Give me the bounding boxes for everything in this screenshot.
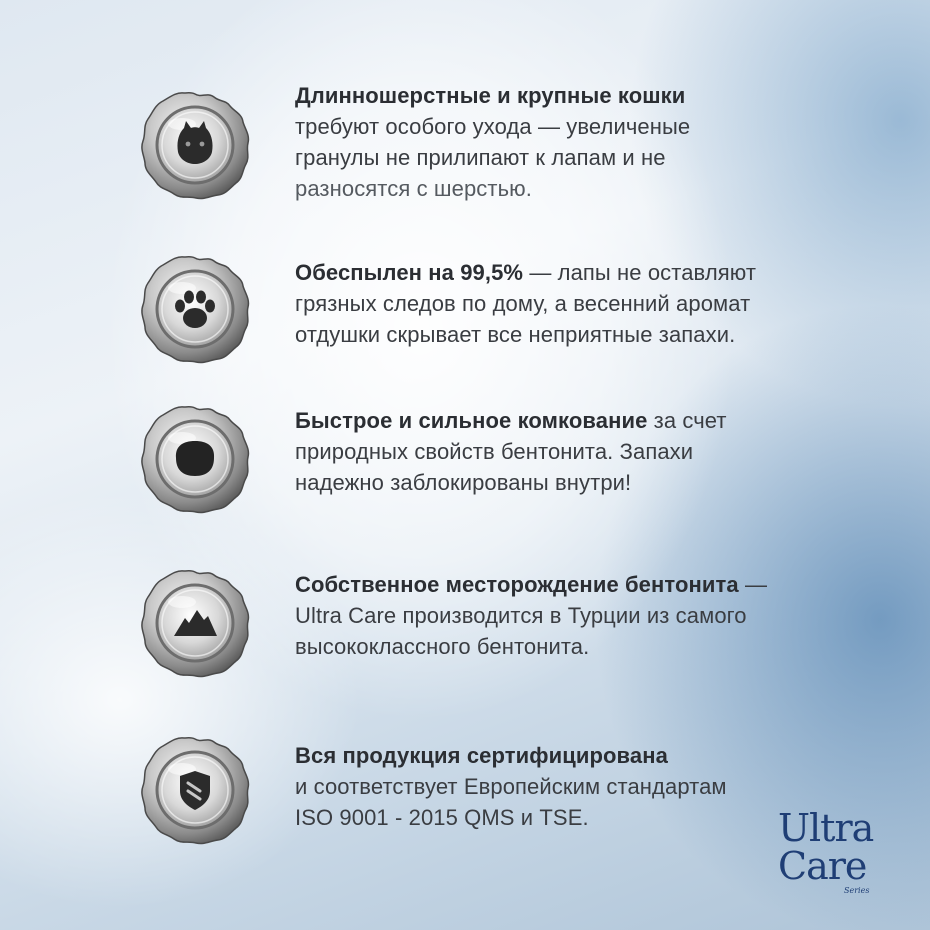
wax-seal bbox=[138, 566, 252, 680]
feature-line: отдушки скрывает все неприятные запахи. bbox=[295, 322, 736, 347]
feature-lead-rest: — bbox=[738, 572, 768, 597]
wax-seal bbox=[138, 733, 252, 847]
feature-lead: Вся продукция сертифицирована bbox=[295, 743, 668, 768]
feature-line: Ultra Care производится в Турции из самого bbox=[295, 603, 747, 628]
clump-icon bbox=[138, 402, 252, 516]
feature-line: и соответствует Европейским стандартам bbox=[295, 774, 727, 799]
feature-lead-rest: — лапы не оставляют bbox=[523, 260, 757, 285]
logo-line-care: Care bbox=[778, 844, 867, 888]
feature-line: надежно заблокированы внутри! bbox=[295, 470, 632, 495]
logo-line-series: Series bbox=[844, 886, 870, 895]
feature-lead: Быстрое и сильное комкование bbox=[295, 408, 648, 433]
wax-seal bbox=[138, 88, 252, 202]
feature-line: ISO 9001 - 2015 QMS и TSE. bbox=[295, 805, 589, 830]
feature-line: разносятся с шерстью. bbox=[295, 176, 532, 201]
logo-line-ultra: Ultra bbox=[778, 806, 874, 850]
feature-line: гранулы не прилипают к лапам и не bbox=[295, 145, 666, 170]
feature-line: требуют особого ухода — увеличеные bbox=[295, 114, 691, 139]
cat-head-icon bbox=[138, 88, 252, 202]
feature-line: природных свойств бентонита. Запахи bbox=[295, 439, 694, 464]
feature-lead: Обеспылен на 99,5% bbox=[295, 260, 524, 285]
wax-seal bbox=[138, 402, 252, 516]
paw-icon bbox=[138, 252, 252, 366]
feature-line: высококлассного бентонита. bbox=[295, 634, 590, 659]
shield-icon bbox=[138, 733, 252, 847]
feature-line: грязных следов по дому, а весенний аромат bbox=[295, 291, 751, 316]
feature-lead: Собственное месторождение бентонита bbox=[295, 572, 739, 597]
brand-logo bbox=[776, 808, 886, 908]
feature-lead: Длинношерстные и крупные кошки bbox=[295, 83, 686, 108]
mountain-icon bbox=[138, 566, 252, 680]
wax-seal bbox=[138, 252, 252, 366]
feature-lead-rest: за счет bbox=[647, 408, 727, 433]
